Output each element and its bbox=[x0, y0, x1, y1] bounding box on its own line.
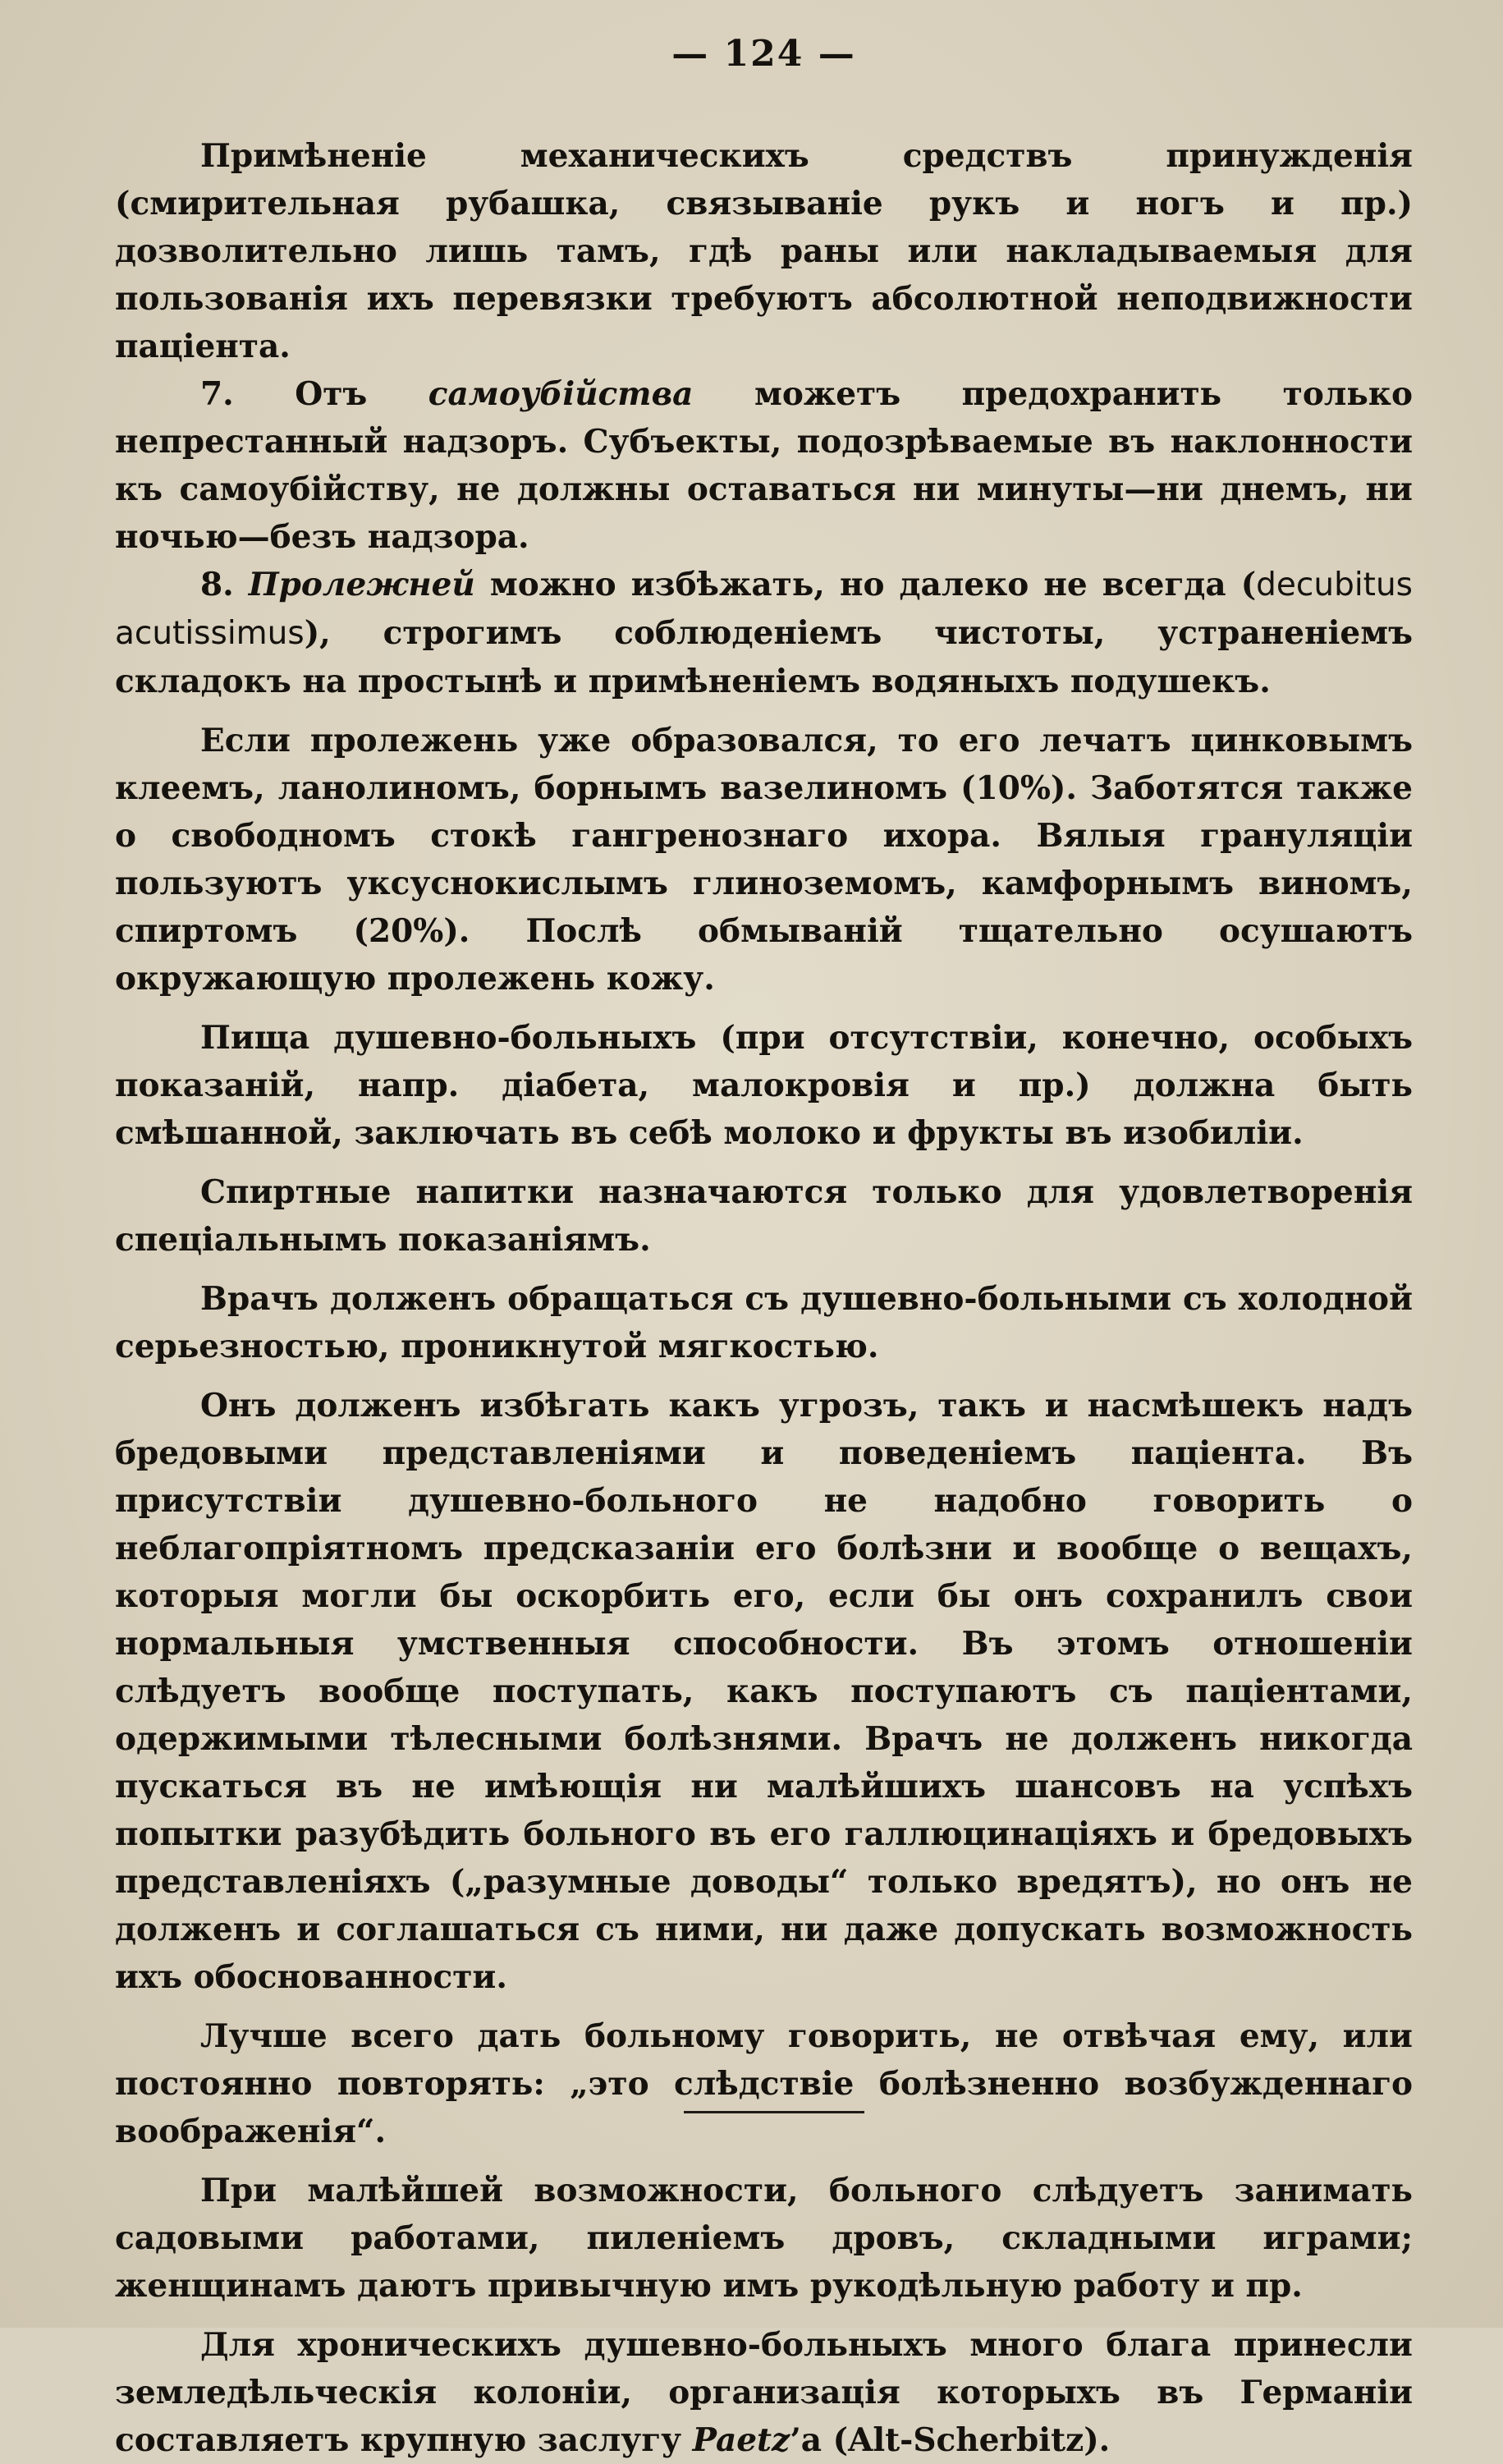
suicide-term: самоубійства bbox=[428, 375, 694, 413]
paragraph-colonies bbox=[115, 2321, 1413, 2464]
paragraph-bedsores-start: 8. bbox=[200, 566, 249, 603]
paragraph-suicide bbox=[115, 370, 1413, 561]
paetz-name: Paetz bbox=[692, 2421, 790, 2459]
paragraph-bedsores-mid: можно избѣжать, но далеко не всегда ( bbox=[474, 566, 1257, 603]
paragraph-alcohol: Спиртные напитки назначаются только для удовлетворенія спеціальнымъ показаніямъ. bbox=[115, 1173, 1413, 1259]
paragraph-physician-manner: Врачъ долженъ обращаться съ душевно-больными съ холодной серьезностью, проникнутой мягкостью. bbox=[115, 1280, 1413, 1365]
paragraph-suicide-end: можетъ предохранить только непрестанный надзоръ. Субъекты, подозрѣваемые въ наклонности къ самоубійству, не должны оставаться ни минуты—ни днемъ, ни ночью—безъ надзора. bbox=[115, 375, 1413, 556]
paragraph-colonies-end: ’а (Alt-Scherbitz). bbox=[790, 2421, 1111, 2459]
bedsores-term: Пролежней bbox=[248, 566, 475, 603]
paragraph-let-talk: Лучше всего дать больному говорить, не отвѣчая ему, или постоянно повторять: „это слѣдствіе болѣзненно возбужденнаго воображенія“. bbox=[115, 2017, 1413, 2150]
paragraph-bedsores bbox=[115, 561, 1413, 705]
paragraph-occupation: При малѣйшей возможности, больного слѣдуетъ занимать садовыми работами, пиленіемъ дровъ, складными играми; женщинамъ даютъ привычную имъ рукодѣльную работу и пр. bbox=[115, 2172, 1413, 2305]
latin-term: decubitus acutissimus bbox=[115, 567, 1413, 652]
closing-rule bbox=[684, 2111, 864, 2113]
paragraph-delusions: Онъ долженъ избѣгать какъ угрозъ, такъ и насмѣшекъ надъ бредовыми представленіями и поведеніемъ паціента. Въ присутствіи душевно-больного не надобно говорить о неблагопріятномъ предсказаніи его болѣзни и вообще о вещахъ, которыя могли бы оскорбить его, если бы онъ сохранилъ свои нормальныя умственныя способности. Въ этомъ отношеніи слѣдуетъ вообще поступать, какъ поступаютъ съ паціентами, одержимыми тѣлесными болѣзнями. Врачъ не долженъ никогда пускаться въ не имѣющія ни малѣйшихъ шансовъ на успѣхъ попытки разубѣдить больного въ его галлюцинаціяхъ и бредовыхъ представленіяхъ („разумные доводы“ только вредятъ), но онъ не долженъ и соглашаться съ ними, ни даже допускать возможность ихъ обоснованности. bbox=[115, 1387, 1413, 1996]
paragraph-diet: Пища душевно-больныхъ (при отсутствіи, конечно, особыхъ показаній, напр. діабета, малокровія и пр.) должна быть смѣшанной, заключать въ себѣ молоко и фрукты въ изобиліи. bbox=[115, 1019, 1413, 1152]
paragraph-bedsores-end: ), строгимъ соблюденіемъ чистоты, устраненіемъ складокъ на простынѣ и примѣненіемъ водяныхъ подушекъ. bbox=[115, 614, 1413, 700]
paragraph-suicide-start: 7. Отъ bbox=[200, 375, 428, 413]
paragraph-colonies-start: Для хроническихъ душевно-больныхъ много блага принесли земледѣльческія колоніи, организація которыхъ въ Германіи составляетъ крупную заслугу bbox=[115, 2326, 1413, 2459]
page-number: — 124 — bbox=[671, 33, 856, 75]
page-text bbox=[115, 132, 1413, 2464]
paragraph-bedsore-treatment: Если пролежень уже образовался, то его лечатъ цинковымъ клеемъ, ланолиномъ, борнымъ вазелиномъ (10%). Заботятся также о свободномъ стокѣ гангренознаго ихора. Вялыя грануляціи пользуютъ уксуснокислымъ глиноземомъ, камфорнымъ виномъ, спиртомъ (20%). Послѣ обмываній тщательно осушаютъ окружающую пролежень кожу. bbox=[115, 722, 1413, 998]
paragraph-restraint: Примѣненіе механическихъ средствъ принужденія (смирительная рубашка, связываніе рукъ и ногъ и пр.) дозволительно лишь тамъ, гдѣ раны или накладываемыя для пользованія ихъ перевязки требуютъ абсолютной неподвижности паціента. bbox=[115, 137, 1413, 365]
